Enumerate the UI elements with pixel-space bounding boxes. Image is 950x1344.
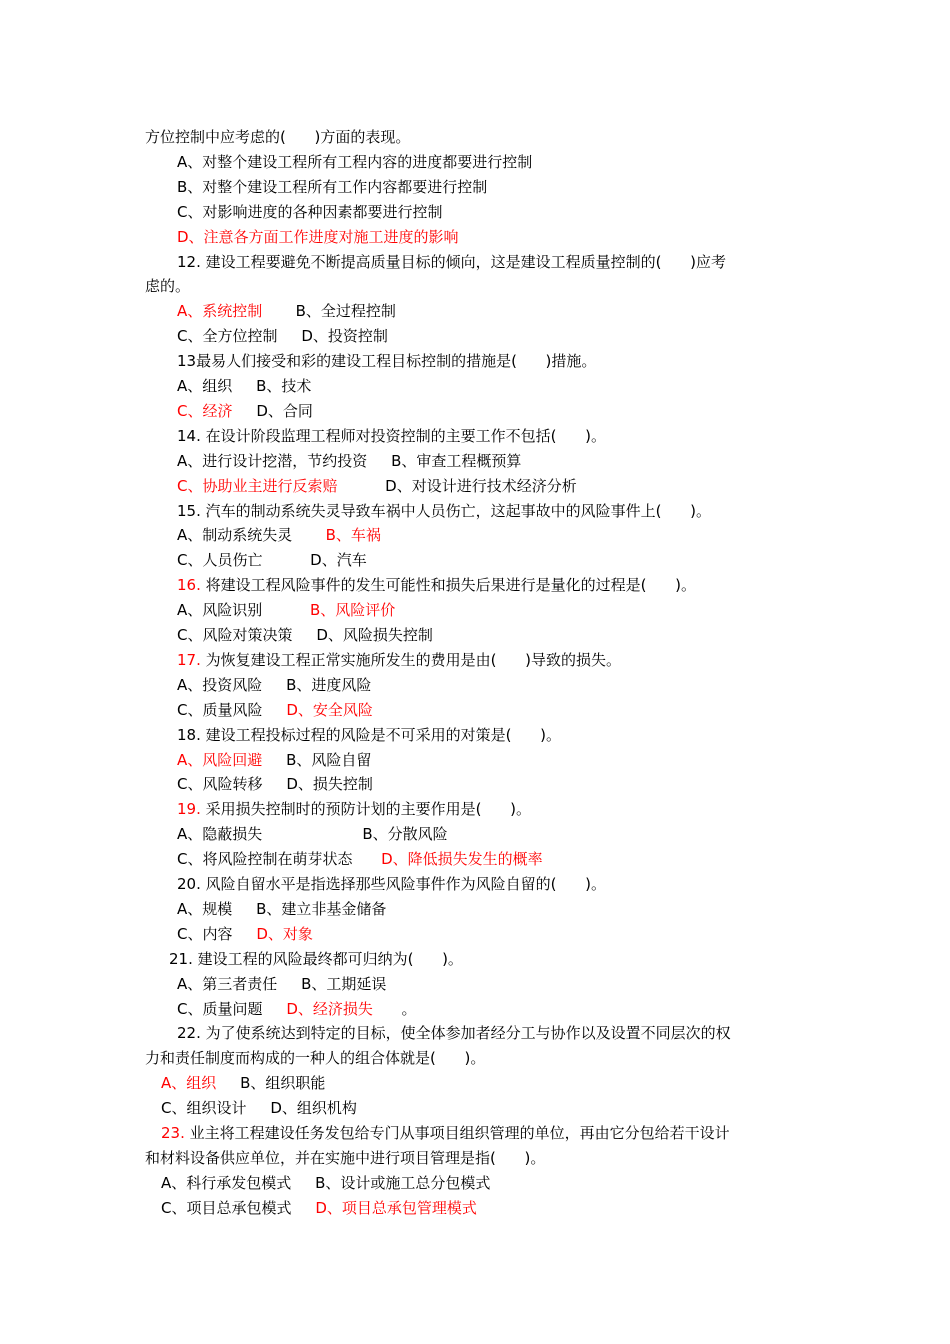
question-text: B、风险自留 bbox=[262, 750, 372, 769]
text-line bbox=[177, 823, 448, 845]
text-line bbox=[177, 201, 442, 223]
answer-text: D、注意各方面工作进度对施工进度的影响 bbox=[177, 227, 459, 246]
text-line bbox=[177, 699, 373, 721]
text-line bbox=[177, 549, 367, 571]
question-text: 和材料设备供应单位，并在实施中进行项目管理是指( )。 bbox=[145, 1148, 546, 1167]
text-line bbox=[145, 1047, 485, 1069]
question-text: B、组织职能 bbox=[216, 1074, 326, 1093]
question-text: 业主将工程建设任务发包给专门从事项目组织管理的单位，再由它分包给若干设计 bbox=[184, 1124, 730, 1142]
text-line bbox=[177, 300, 396, 322]
question-text: 15. 汽车的制动系统失灵导致车祸中人员伤亡，这起事故中的风险事件上( )。 bbox=[177, 501, 711, 520]
question-text: A、第三者责任 B、工期延误 bbox=[177, 974, 387, 993]
question-text: A、规模 B、建立非基金储备 bbox=[177, 899, 387, 918]
answer-text: D、对象 bbox=[256, 924, 313, 943]
question-text: 14. 在设计阶段监理工程师对投资控制的主要工作不包括( )。 bbox=[177, 426, 606, 445]
question-text: C、将风险控制在萌芽状态 bbox=[177, 850, 382, 869]
text-line bbox=[177, 350, 596, 372]
text-line bbox=[177, 624, 433, 646]
question-text: 22. 为了使系统达到特定的目标，使全体参加者经分工与协作以及设置不同层次的权 bbox=[177, 1024, 731, 1043]
question-text: 12. 建设工程要避免不断提高质量目标的倾向，这是建设工程质量控制的( )应考 bbox=[177, 252, 726, 271]
text-line bbox=[145, 275, 190, 297]
answer-text: 16. bbox=[177, 576, 201, 595]
question-text: C、项目总承包模式 bbox=[161, 1198, 316, 1217]
text-line bbox=[161, 1097, 357, 1119]
text-line bbox=[161, 1197, 477, 1219]
answer-text: 23. bbox=[161, 1124, 185, 1142]
question-text: 18. 建设工程投标过程的风险是不可采用的对策是( )。 bbox=[177, 725, 561, 744]
text-line bbox=[177, 325, 388, 347]
question-text: C、内容 bbox=[177, 924, 257, 943]
text-line bbox=[177, 848, 543, 870]
question-text: C、风险转移 D、损失控制 bbox=[177, 775, 373, 794]
text-line bbox=[177, 151, 532, 173]
question-text: C、组织设计 D、组织机构 bbox=[161, 1099, 357, 1118]
question-text: C、全方位控制 D、投资控制 bbox=[177, 327, 388, 346]
question-text: 方位控制中应考虑的( )方面的表现。 bbox=[145, 128, 411, 146]
text-line bbox=[177, 998, 417, 1020]
text-line bbox=[161, 1122, 730, 1144]
text-line bbox=[145, 1147, 545, 1169]
question-text: 将建设工程风险事件的发生可能性和损失后果进行是量化的过程是( )。 bbox=[200, 576, 696, 595]
question-text: A、组织 B、技术 bbox=[177, 377, 312, 395]
text-line bbox=[177, 873, 606, 895]
answer-text: A、系统控制 bbox=[177, 302, 263, 321]
text-line bbox=[177, 226, 459, 248]
question-text: A、科行承发包模式 B、设计或施工总分包模式 bbox=[161, 1173, 491, 1192]
question-text: A、风险识别 bbox=[177, 601, 310, 620]
text-line bbox=[177, 798, 531, 820]
text-line bbox=[145, 126, 410, 148]
text-line bbox=[177, 773, 373, 795]
text-line bbox=[177, 1022, 731, 1044]
answer-text: D、安全风险 bbox=[286, 700, 373, 719]
text-line bbox=[177, 923, 313, 945]
text-line bbox=[177, 450, 521, 472]
text-line bbox=[177, 599, 395, 621]
answer-text: B、风险评价 bbox=[309, 601, 396, 620]
answer-text: A、组织 bbox=[161, 1074, 217, 1093]
question-text: C、质量风险 bbox=[177, 700, 287, 719]
question-text: 为恢复建设工程正常实施所发生的费用是由( )导致的损失。 bbox=[200, 650, 621, 669]
question-text: 虑的。 bbox=[145, 277, 191, 296]
question-text: A、对整个建设工程所有工程内容的进度都要进行控制 bbox=[177, 152, 533, 171]
text-line bbox=[177, 524, 381, 546]
text-line bbox=[177, 898, 386, 920]
question-text: C、风险对策决策 D、风险损失控制 bbox=[177, 626, 433, 644]
answer-text: A、风险回避 bbox=[177, 750, 263, 769]
question-text: 。 bbox=[372, 999, 417, 1018]
question-text: 13最易人们接受和彩的建设工程目标控制的措施是( )措施。 bbox=[177, 352, 597, 371]
text-line bbox=[177, 724, 561, 746]
text-line bbox=[177, 475, 577, 497]
question-text: 21. 建设工程的风险最终都可归纳为( )。 bbox=[169, 949, 463, 968]
text-line bbox=[177, 674, 371, 696]
answer-text: C、协助业主进行反索赔 bbox=[177, 476, 338, 495]
question-text: A、投资风险 B、进度风险 bbox=[177, 675, 372, 694]
question-text: A、制动系统失灵 bbox=[177, 526, 326, 545]
question-text: 20. 风险自留水平是指选择那些风险事件作为风险自留的( )。 bbox=[177, 875, 606, 893]
question-text: D、合同 bbox=[232, 401, 313, 420]
answer-text: D、经济损失 bbox=[286, 999, 373, 1018]
question-text: 力和责任制度而构成的一种人的组合体就是( )。 bbox=[145, 1049, 486, 1068]
question-text: C、人员伤亡 D、汽车 bbox=[177, 551, 367, 570]
question-text: A、隐蔽损失 B、分散风险 bbox=[177, 825, 448, 844]
text-line bbox=[177, 251, 726, 273]
text-line bbox=[177, 749, 371, 771]
text-line bbox=[177, 375, 311, 397]
text-line bbox=[177, 649, 621, 671]
question-text: B、对整个建设工程所有工作内容都要进行控制 bbox=[177, 177, 488, 196]
answer-text: B、车祸 bbox=[325, 526, 381, 545]
text-line bbox=[161, 1072, 325, 1094]
question-text: A、进行设计挖潜，节约投资 B、审查工程概预算 bbox=[177, 451, 522, 470]
answer-text: D、项目总承包管理模式 bbox=[315, 1198, 477, 1217]
question-text: 采用损失控制时的预防计划的主要作用是( )。 bbox=[200, 800, 531, 819]
text-line bbox=[177, 400, 313, 422]
answer-text: D、降低损失发生的概率 bbox=[381, 850, 543, 869]
answer-text: C、经济 bbox=[177, 401, 233, 420]
question-text: B、全过程控制 bbox=[262, 302, 396, 321]
text-line bbox=[177, 574, 696, 596]
text-line bbox=[177, 425, 606, 447]
text-line bbox=[161, 1172, 490, 1194]
answer-text: 17. bbox=[177, 650, 201, 669]
question-text: D、对设计进行技术经济分析 bbox=[337, 476, 577, 495]
answer-text: 19. bbox=[177, 800, 201, 819]
text-line bbox=[169, 948, 463, 970]
text-line bbox=[177, 176, 487, 198]
text-line bbox=[177, 973, 386, 995]
text-line bbox=[177, 500, 711, 522]
question-text: C、质量问题 bbox=[177, 999, 287, 1018]
question-text: C、对影响进度的各种因素都要进行控制 bbox=[177, 202, 443, 221]
